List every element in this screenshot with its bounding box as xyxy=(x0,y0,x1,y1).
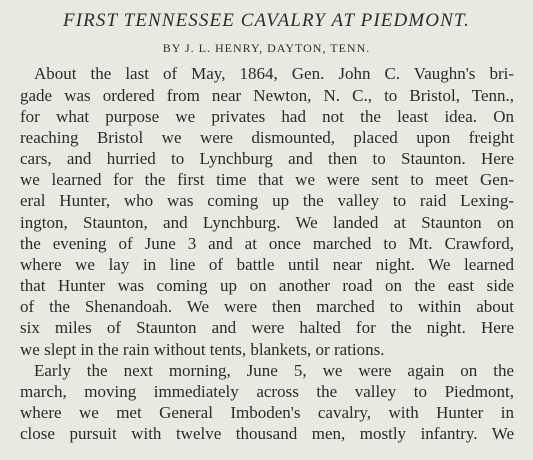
text-line: we learned for the first time that we were sent to meet Gen- xyxy=(20,170,514,189)
text-line: march, moving immediately across the valley to Piedmont, xyxy=(20,382,514,401)
text-line: gade was ordered from near Newton, N. C., to Bristol, Tenn., xyxy=(20,86,514,105)
text-line: that Hunter was coming up on another road on the east side xyxy=(20,276,514,295)
text-line: ington, Staunton, and Lynchburg. We landed at Staunton on xyxy=(20,213,514,232)
text-line: for what purpose we privates had not the least idea. On xyxy=(20,107,514,126)
text-line: we slept in the rain without tents, blankets, or rations. xyxy=(20,340,385,359)
text-line: reaching Bristol we were dismounted, placed upon freight xyxy=(20,128,514,147)
text-line: cars, and hurried to Lynchburg and then to Staunton. Here xyxy=(20,149,514,168)
text-line: close pursuit with twelve thousand men, mostly infantry. We xyxy=(20,424,514,443)
text-line: the evening of June 3 and at once marched to Mt. Crawford, xyxy=(20,234,514,253)
text-line: where we lay in line of battle until near night. We learned xyxy=(20,255,514,274)
text-line: where we met General Imboden's cavalry, with Hunter in xyxy=(20,403,514,422)
text-line: About the last of May, 1864, Gen. John C. Vaughn's bri- xyxy=(34,64,514,83)
article-byline: BY J. L. HENRY, DAYTON, TENN. xyxy=(162,41,371,55)
article-title: FIRST TENNESSEE CAVALRY AT PIEDMONT. xyxy=(63,10,470,31)
text-line: eral Hunter, who was coming up the valley to raid Lexing- xyxy=(20,191,514,210)
text-line: six miles of Staunton and were halted for the night. Here xyxy=(20,318,514,337)
text-line: Early the next morning, June 5, we were again on the xyxy=(34,361,514,380)
text-line: of the Shenandoah. We were then marched to within about xyxy=(20,297,514,316)
